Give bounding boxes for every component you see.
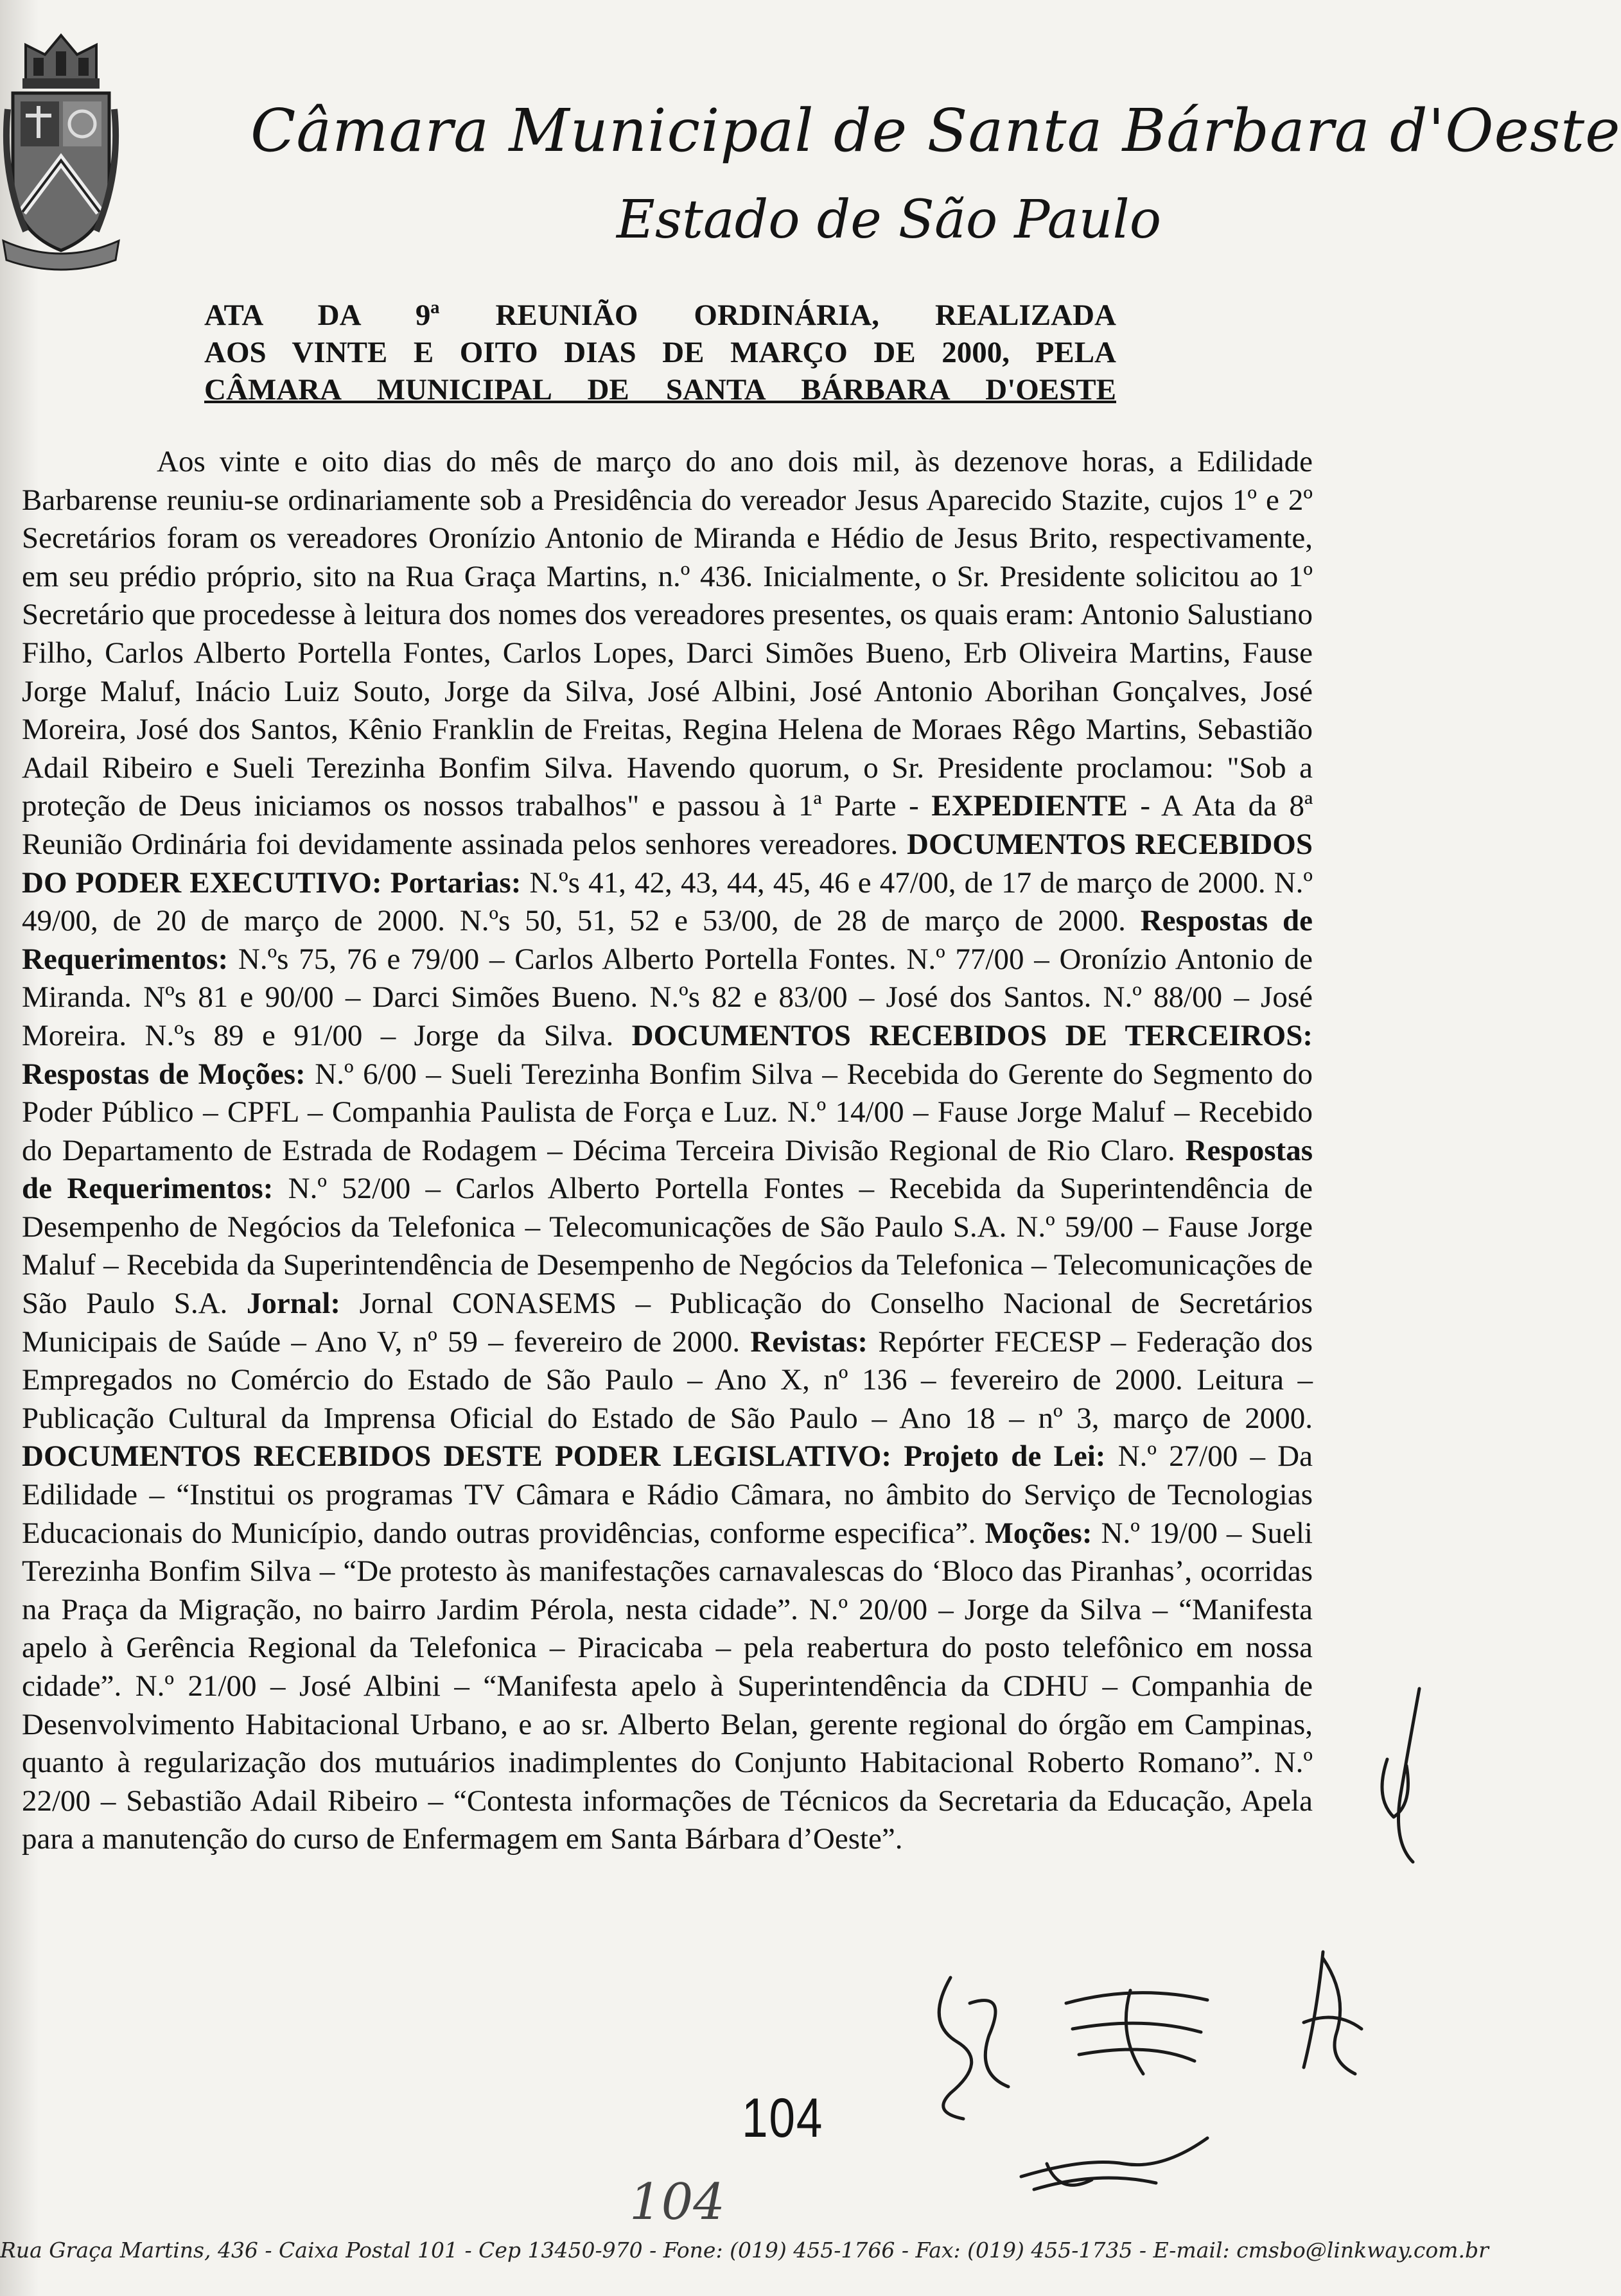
text-segment: N.º 27/00 – Da Edilidade – “Institui os programas TV Câmara e Rádio Câmara, no âmbito do Serviço de Tecnologias Educacionais do Município, dando outras providências, conforme especifica”. xyxy=(22,1439,1313,1550)
footer-address: Rua Graça Martins, 436 - Caixa Postal 101 - Cep 13450-970 - Fone: (019) 455-1766 - Fax: (019) 455-1735 - E-mail: cmsbo@linkway.com.br xyxy=(0,2238,1489,2263)
signature-3 xyxy=(1278,1939,1381,2080)
heading-third-party-docs: DOCUMENTOS RECEBIDOS DE TERCEIROS: Respostas de Moções: xyxy=(22,1018,1313,1091)
text-segment: - A Ata da 8ª Reunião Ordinária foi devidamente assinada pelos senhores vereadores. xyxy=(22,789,1313,861)
signature-2 xyxy=(1053,1978,1220,2080)
title-line-3: CÂMARA MUNICIPAL DE SANTA BÁRBARA D'OESTE xyxy=(204,373,1116,406)
text-segment: Jornal CONASEMS – Publicação do Conselho Nacional de Secretários Municipais de Saúde – Ano V, nº 59 – fevereiro de 2000. xyxy=(22,1287,1313,1359)
heading-expediente: EXPEDIENTE xyxy=(931,789,1128,823)
title-line-2: AOS VINTE E OITO DIAS DE MARÇO DE 2000, PELA xyxy=(204,336,1116,369)
header-state-name: Estado de São Paulo xyxy=(617,189,1162,250)
municipal-coat-of-arms-logo xyxy=(0,19,148,270)
document-title xyxy=(204,297,1116,408)
text-segment: Aos vinte e oito dias do mês de março do ano dois mil, às dezenove horas, a Edilidade Barbarense reuniu-se ordinariamente sob a Presidência do vereador Jesus Aparecido Stazite, cujos 1º e 2º Secretários foram os vereadores Oronízio Antonio de Miranda e Hédio de Jesus Brito, respectivamente, em seu prédio próprio, sito na Rua Graça Martins, n.º 436. Inicialmente, o Sr. Presidente solicitou ao 1º Secretário que procedesse à leitura dos nomes dos vereadores presentes, os quais eram: Antonio Salustiano Filho, Carlos Alberto Portella Fontes, Carlos Lopes, Darci Simões Bueno, Erb Oliveira Martins, Fause Jorge Maluf, Inácio Luiz Souto, Jorge da Silva, José Albini, José Antonio Aborihan Gonçalves, José Moreira, José dos Santos, Kênio Franklin de Freitas, Regina Helena de Moraes Rêgo Martins, Sebastião Adail Ribeiro e Sueli Terezinha Bonfim Silva. Havendo quorum, o Sr. Presidente proclamou: "Sob a proteção de Deus iniciamos os nossos trabalhos" e passou à 1ª Parte - xyxy=(22,445,1313,823)
title-line-1: ATA DA 9ª REUNIÃO ORDINÁRIA, REALIZADA xyxy=(204,299,1116,332)
minutes-paragraph xyxy=(22,443,1313,1859)
minutes-body xyxy=(22,443,1313,1859)
handwritten-page-number: 104 xyxy=(629,2173,725,2231)
text-segment: N.º 19/00 – Sueli Terezinha Bonfim Silva – “De protesto às manifestações carnavalescas do ‘Bloco das Piranhas’, ocorridas na Praça da Migração, no bairro Jardim Pérola, nesta cidade”. N.º 20/00 – Jorge da Silva – “Manifesta apelo à Gerência Regional da Telefonica – Piracicaba – pela reabertura do posto telefônico em nossa cidade”. N.º 21/00 – José Albini – “Manifesta apelo à Superintendência da CDHU – Companhia de Desenvolvimento Habitacional Urbano, e ao sr. Alberto Belan, gerente regional do órgão em Campinas, quanto à regularização dos mutuários inadimplentes do Conjunto Habitacional Roberto Romano”. N.º 22/00 – Sebastião Adail Ribeiro – “Contesta informações de Técnicos da Secretaria da Educação, Apela para a manutenção do curso de Enfermagem em Santa Bárbara d’Oeste”. xyxy=(22,1516,1313,1856)
heading-magazines: Revistas: xyxy=(750,1325,868,1359)
heading-executive-docs: DOCUMENTOS RECEBIDOS DO PODER EXECUTIVO: Portarias: xyxy=(22,827,1313,900)
signature-1 xyxy=(912,1965,1028,2132)
signature-4 xyxy=(1362,1682,1439,1875)
heading-requirement-replies-2: Respostas de Requerimentos: xyxy=(22,1133,1313,1206)
heading-motions: Moções: xyxy=(985,1516,1092,1550)
heading-legislative-docs: DOCUMENTOS RECEBIDOS DESTE PODER LEGISLATIVO: Projeto de Lei: xyxy=(22,1439,1106,1474)
header-chamber-name: Câmara Municipal de Santa Bárbara d'Oeste xyxy=(250,96,1621,165)
text-segment: N.º 6/00 – Sueli Terezinha Bonfim Silva – Recebida do Gerente do Segmento do Poder Público – CPFL – Companhia Paulista de Força e Luz. N.º 14/00 – Fause Jorge Maluf – Recebido do Departamento de Estrada de Rodagem – Décima Terceira Divisão Regional de Rio Claro. xyxy=(22,1057,1313,1167)
signature-5 xyxy=(1008,2119,1227,2209)
heading-requirement-replies: Respostas de Requerimentos: xyxy=(22,904,1313,976)
heading-newspaper: Jornal: xyxy=(246,1287,341,1321)
text-segment: Repórter FECESP – Federação dos Empregados no Comércio do Estado de São Paulo – Ano X, nº 136 – fevereiro de 2000. Leitura – Publicação Cultural da Imprensa Oficial do Estado de São Paulo – Ano 18 – nº 3, março de 2000. xyxy=(22,1325,1313,1435)
text-segment: N.ºs 41, 42, 43, 44, 45, 46 e 47/00, de 17 de março de 2000. N.º 49/00, de 20 de março de 2000. N.ºs 50, 51, 52 e 53/00, de 28 de março de 2000. xyxy=(22,865,1313,938)
text-segment: N.º 52/00 – Carlos Alberto Portella Fontes – Recebida da Superintendência de Desempenho de Negócios da Telefonica – Telecomunicações de São Paulo S.A. N.º 59/00 – Fause Jorge Maluf – Recebida da Superintendência de Desempenho de Negócios da Telefonica – Telecomunicações de São Paulo S.A. xyxy=(22,1172,1313,1321)
text-segment: N.ºs 75, 76 e 79/00 – Carlos Alberto Portella Fontes. N.º 77/00 – Oronízio Antonio de Miranda. Nºs 81 e 90/00 – Darci Simões Bueno. N.ºs 82 e 83/00 – José dos Santos. N.º 88/00 – José Moreira. N.ºs 89 e 91/00 – Jorge da Silva. xyxy=(22,942,1313,1052)
page-number: 104 xyxy=(742,2087,824,2149)
coat-of-arms-icon xyxy=(0,19,148,270)
